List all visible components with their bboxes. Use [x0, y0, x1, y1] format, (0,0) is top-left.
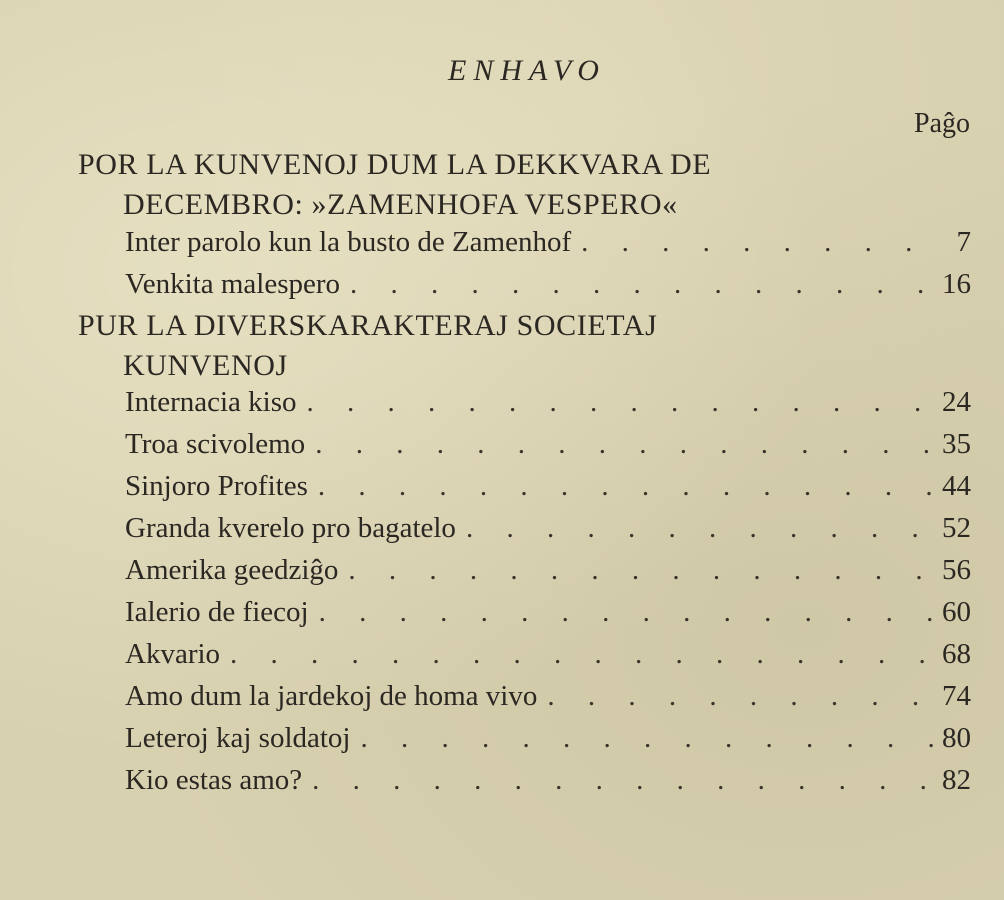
contents-heading: ENHAVO	[448, 54, 606, 87]
dot-leader	[348, 550, 933, 590]
toc-entry	[125, 550, 971, 590]
toc-entry-title: Venkita malespero	[125, 268, 341, 300]
toc-entry	[125, 676, 971, 716]
toc-entry-page: 56	[942, 554, 971, 586]
toc-entry	[125, 222, 971, 262]
section-heading-2	[78, 306, 958, 386]
dot-leader	[319, 592, 933, 632]
toc-entry-title: Sinjoro Profites	[125, 470, 308, 502]
toc-entry-title: Kio estas amo?	[125, 764, 303, 796]
toc-entry	[125, 264, 971, 304]
dot-leader	[581, 222, 933, 262]
dot-leader	[466, 508, 933, 548]
toc-entry-title: Akvario	[125, 638, 221, 670]
section-heading-line: PUR LA DIVERSKARAKTERAJ SOCIETAJ	[78, 309, 658, 342]
page-column-label: Paĝo	[914, 108, 970, 139]
toc-entry-title: Troa scivolemo	[125, 428, 306, 460]
dot-leader	[361, 718, 934, 758]
toc-entry	[125, 718, 971, 758]
toc-entry	[125, 508, 971, 548]
toc-entry-page: 35	[942, 428, 971, 460]
toc-entry	[125, 382, 971, 422]
dot-leader	[230, 634, 933, 674]
section-heading-line: KUNVENOJ	[123, 349, 288, 382]
section-heading-line: DECEMBRO: »ZAMENHOFA VESPERO«	[123, 188, 678, 221]
toc-entry-title: Amo dum la jardekoj de homa vivo	[125, 680, 538, 712]
toc-entry-page: 44	[942, 470, 971, 502]
toc-entry-page: 52	[942, 512, 971, 544]
toc-entry-page: 60	[942, 596, 971, 628]
toc-entry-page: 16	[942, 268, 971, 300]
toc-entry-title: Leteroj kaj soldatoj	[125, 722, 351, 754]
toc-entry-page: 24	[942, 386, 971, 418]
toc-entry	[125, 424, 971, 464]
toc-entry-page: 7	[956, 226, 971, 258]
toc-entry-page: 82	[942, 764, 971, 796]
toc-entry-title: Inter parolo kun la busto de Zamenhof	[125, 226, 572, 258]
dot-leader	[350, 264, 933, 304]
dot-leader	[312, 760, 933, 800]
section-heading-1	[78, 145, 958, 225]
toc-entry	[125, 592, 971, 632]
toc-entry-title: Ialerio de fiecoj	[125, 596, 309, 628]
dot-leader	[547, 676, 933, 716]
toc-entry-page: 68	[942, 638, 971, 670]
dot-leader	[318, 466, 933, 506]
toc-entry	[125, 634, 971, 674]
section-heading-line: POR LA KUNVENOJ DUM LA DEKKVARA DE	[78, 148, 712, 181]
toc-entry-title: Granda kverelo pro bagatelo	[125, 512, 456, 544]
dot-leader	[315, 424, 933, 464]
dot-leader	[307, 382, 933, 422]
toc-entry-title: Internacia kiso	[125, 386, 297, 418]
toc-entry-title: Amerika geedziĝo	[125, 554, 339, 586]
toc-entry-page: 74	[942, 680, 971, 712]
toc-entry	[125, 760, 971, 800]
toc-entry-page: 80	[942, 722, 971, 754]
toc-entry	[125, 466, 971, 506]
